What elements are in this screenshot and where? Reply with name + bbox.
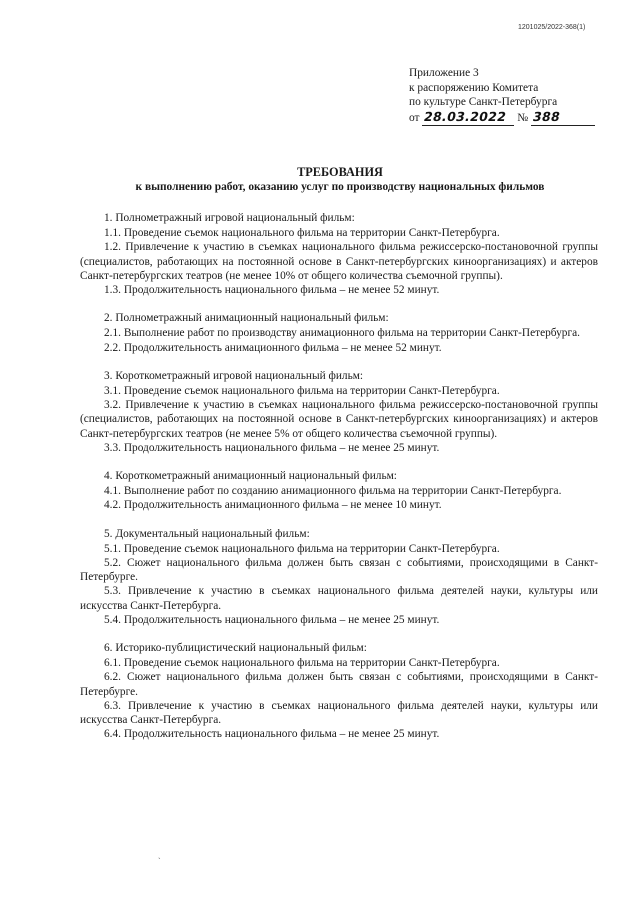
title-main: ТРЕБОВАНИЯ	[297, 165, 383, 179]
section-heading: 4. Короткометражный анимационный национальный фильм:	[104, 470, 397, 483]
handwritten-date: 28.03.2022	[422, 108, 509, 124]
number-field	[531, 110, 595, 126]
section-3	[80, 369, 598, 455]
list-item: 4.2. Продолжительность анимационного фильма – не менее 10 минут.	[104, 499, 442, 512]
appendix-date-line	[409, 110, 595, 126]
section-5	[80, 527, 598, 627]
appendix-line-1: Приложение 3	[409, 67, 479, 79]
appendix-line-3: по культуре Санкт-Петербурга	[409, 96, 558, 108]
document-id: 1201025/2022-368(1)	[518, 24, 586, 31]
scan-mark: `	[158, 857, 161, 866]
list-item: 1.1. Проведение съемок национального фильма на территории Санкт-Петербурга.	[104, 227, 500, 240]
section-heading: 6. Историко-публицистический национальный фильм:	[104, 642, 367, 655]
section-1	[80, 211, 598, 297]
document-title	[0, 165, 640, 195]
requirements-body	[80, 211, 598, 756]
section-6	[80, 641, 598, 741]
date-field	[422, 110, 514, 126]
appendix-line-2: к распоряжению Комитета	[409, 81, 539, 94]
list-item: 5.4. Продолжительность национального фильма – не менее 25 минут.	[104, 613, 440, 626]
title-subtitle: к выполнению работ, оказанию услуг по производству национальных фильмов	[135, 181, 545, 193]
section-heading: 2. Полнометражный анимационный национальный фильм:	[104, 312, 389, 325]
list-item: 6.2. Сюжет национального фильма должен быть связан с событиями, происходящими в Санкт-Петербурге.	[80, 671, 598, 698]
list-item: 4.1. Выполнение работ по созданию анимационного фильма на территории Санкт-Петербурга.	[104, 485, 562, 498]
list-item: 2.1. Выполнение работ по производству анимационного фильма на территории Санкт-Петербурга.	[104, 327, 580, 340]
list-item: 6.4. Продолжительность национального фильма – не менее 25 минут.	[104, 728, 440, 741]
section-4	[80, 469, 598, 513]
section-heading: 3. Короткометражный игровой национальный фильм:	[104, 369, 364, 382]
handwritten-number: 388	[531, 108, 562, 124]
list-item: 6.1. Проведение съемок национального фильма на территории Санкт-Петербурга.	[104, 657, 500, 670]
list-item: 6.3. Привлечение к участию в съемках национального фильма деятелей науки, культуры или искусства Санкт-Петербурга.	[80, 699, 598, 727]
list-item: 5.1. Проведение съемок национального фильма на территории Санкт-Петербурга.	[104, 542, 500, 555]
section-heading: 5. Документальный национальный фильм:	[104, 527, 310, 540]
section-2	[80, 311, 598, 355]
section-heading: 1. Полнометражный игровой национальный фильм:	[104, 212, 355, 224]
list-item: 3.1. Проведение съемок национального фильма на территории Санкт-Петербурга.	[104, 385, 500, 398]
date-prefix: от	[409, 111, 420, 124]
appendix-block	[409, 66, 595, 126]
list-item: 1.2. Привлечение к участию в съемках национального фильма режиссерско-постановочной группы (специалистов, работающих на постоянной основе в Санкт-петербургских киноорганизациях) и актеров Санкт-петербургских театров (не менее 10% от общего количества съемочной группы).	[80, 241, 598, 282]
list-item: 5.2. Сюжет национального фильма должен быть связан с событиями, происходящими в Санкт-Петербурге.	[80, 557, 598, 584]
list-item: 1.3. Продолжительность национального фильма – не менее 52 минут.	[104, 284, 440, 297]
number-prefix: №	[517, 111, 529, 124]
list-item: 3.3. Продолжительность национального фильма – не менее 25 минут.	[104, 441, 440, 454]
list-item: 5.3. Привлечение к участию в съемках национального фильма деятелей науки, культуры или искусства Санкт-Петербурга.	[80, 585, 598, 612]
list-item: 3.2. Привлечение к участию в съемках национального фильма режиссерско-постановочной группы (специалистов, работающих на постоянной основе в Санкт-петербургских киноорганизациях) и актеров Санкт-петербургских театров (не менее 5% от общего количества съемочной группы).	[80, 399, 598, 440]
list-item: 2.2. Продолжительность анимационного фильма – не менее 52 минут.	[104, 341, 442, 354]
